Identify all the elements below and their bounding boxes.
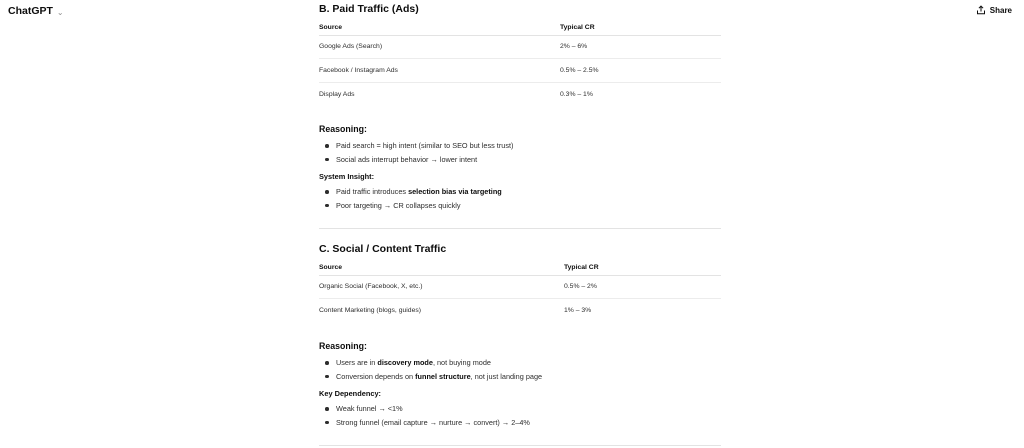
chevron-down-icon: ⌄ (56, 7, 64, 17)
list-text: Users are in (336, 358, 378, 367)
section-divider (319, 228, 721, 229)
reasoning-list (319, 139, 513, 166)
cell-cr: 2% – 6% (560, 35, 721, 59)
app-title: ChatGPT (8, 5, 53, 17)
list-text: , not just landing page (470, 371, 543, 381)
share-icon (976, 5, 986, 15)
column-header-typical-cr: Typical CR (564, 260, 721, 275)
paid-traffic-table (319, 20, 721, 106)
reasoning-heading: Reasoning: (319, 124, 367, 134)
share-button[interactable] (976, 5, 1012, 15)
cell-source: Content Marketing (blogs, guides) (319, 307, 422, 314)
list-bold-text: selection bias via targeting (408, 187, 502, 196)
cell-source: Display Ads (319, 90, 355, 98)
cell-cr: 0.3% – 1% (560, 90, 593, 98)
dependency-list (319, 402, 530, 429)
list-item: Social ads interrupt behavior → lower intent (319, 153, 513, 167)
table-row (319, 82, 721, 106)
list-bold-text: funnel structure (415, 371, 471, 381)
section-divider (319, 445, 721, 446)
list-item (319, 199, 502, 213)
insight-list (319, 185, 502, 212)
column-header-source: Source (319, 20, 560, 35)
cell-cr: 0.5% – 2.5% (560, 59, 721, 83)
system-insight-heading: System Insight: (319, 172, 375, 181)
table-row (319, 275, 721, 299)
cell-cr: 0.5% – 2% (564, 275, 721, 299)
cell-cr: 1% – 3% (564, 307, 592, 314)
cell-source: Google Ads (Search) (319, 35, 560, 59)
reasoning-heading: Reasoning: (319, 341, 367, 351)
list-item (319, 185, 502, 199)
table-row (319, 59, 721, 83)
model-selector[interactable] (8, 5, 64, 17)
column-header-typical-cr: Typical CR (560, 20, 721, 35)
list-item: Strong funnel (email capture → nurture → convert) → 2–4% (319, 416, 530, 430)
table-header-row (319, 260, 721, 275)
list-item (319, 370, 542, 384)
social-traffic-table (319, 260, 721, 322)
list-item (319, 356, 542, 370)
table-row (319, 299, 721, 323)
cell-source: Facebook / Instagram Ads (319, 59, 560, 83)
list-text: , not buying mode (432, 358, 491, 367)
section-b-title: B. Paid Traffic (Ads) (319, 3, 419, 15)
list-item: Weak funnel → <1% (319, 402, 530, 416)
column-header-source: Source (319, 260, 564, 275)
section-c-title: C. Social / Content Traffic (319, 243, 447, 255)
reasoning-list (319, 356, 542, 383)
cell-source: Organic Social (Facebook, X, etc.) (319, 275, 564, 299)
list-text: Conversion depends on (336, 371, 416, 381)
list-text: Paid traffic introduces (336, 187, 409, 196)
table-header-row (319, 20, 721, 35)
share-label: Share (989, 5, 1012, 15)
key-dependency-heading: Key Dependency: (319, 389, 382, 398)
list-item: Paid search = high intent (similar to SEO but less trust) (319, 139, 513, 153)
list-text: Poor targeting → CR collapses quickly (336, 200, 461, 210)
list-bold-text: discovery mode (377, 358, 433, 367)
table-row (319, 35, 721, 59)
